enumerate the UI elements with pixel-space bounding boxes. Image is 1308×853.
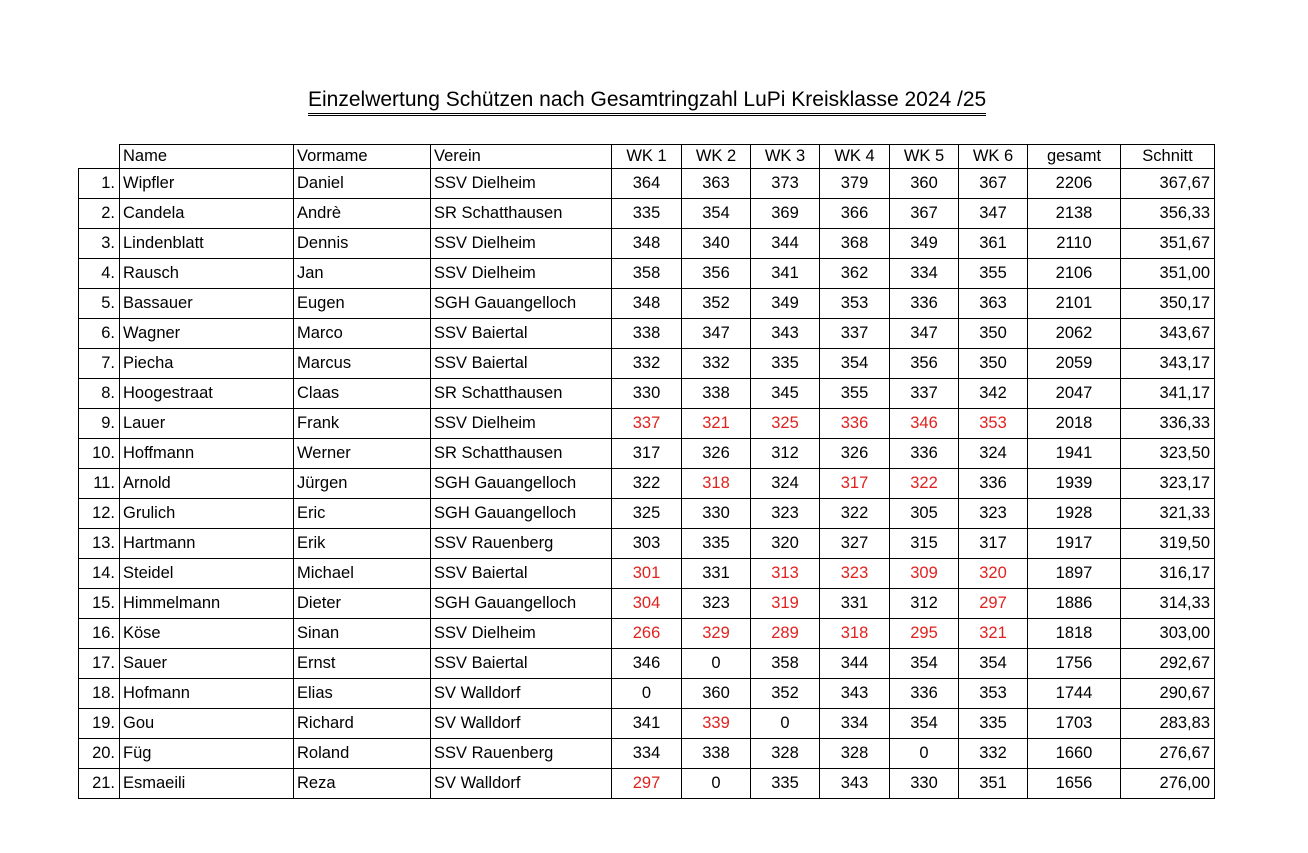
- wk2-cell: 347: [682, 319, 751, 349]
- wk3-cell: 313: [751, 559, 820, 589]
- header-gesamt: gesamt: [1028, 145, 1121, 169]
- verein-cell: SSV Baiertal: [431, 649, 612, 679]
- page-title: Einzelwertung Schützen nach Gesamtringzahl LuPi Kreisklasse 2024 /25: [308, 88, 986, 116]
- schnitt-cell: 351,67: [1121, 229, 1215, 259]
- wk4-cell: 326: [820, 439, 890, 469]
- wk6-cell: 317: [959, 529, 1028, 559]
- schnitt-cell: 303,00: [1121, 619, 1215, 649]
- schnitt-cell: 321,33: [1121, 499, 1215, 529]
- verein-cell: SGH Gauangelloch: [431, 469, 612, 499]
- name-cell: Lindenblatt: [120, 229, 294, 259]
- gesamt-cell: 1818: [1028, 619, 1121, 649]
- schnitt-cell: 283,83: [1121, 709, 1215, 739]
- wk3-cell: 349: [751, 289, 820, 319]
- wk6-cell: 347: [959, 199, 1028, 229]
- wk5-cell: 0: [890, 739, 959, 769]
- wk5-cell: 346: [890, 409, 959, 439]
- name-cell: Rausch: [120, 259, 294, 289]
- table-row: [79, 199, 1215, 229]
- schnitt-cell: 343,17: [1121, 349, 1215, 379]
- wk2-cell: 352: [682, 289, 751, 319]
- wk2-cell: 0: [682, 769, 751, 799]
- schnitt-cell: 343,67: [1121, 319, 1215, 349]
- gesamt-cell: 2062: [1028, 319, 1121, 349]
- name-cell: Hofmann: [120, 679, 294, 709]
- gesamt-cell: 2110: [1028, 229, 1121, 259]
- wk1-cell: 330: [612, 379, 682, 409]
- name-cell: Hartmann: [120, 529, 294, 559]
- vorname-cell: Roland: [294, 739, 431, 769]
- wk6-cell: 351: [959, 769, 1028, 799]
- verein-cell: SSV Baiertal: [431, 349, 612, 379]
- rank-cell: 20.: [79, 739, 120, 769]
- wk2-cell: 323: [682, 589, 751, 619]
- header-row: [79, 145, 1215, 169]
- wk6-cell: 367: [959, 169, 1028, 199]
- table-row: [79, 229, 1215, 259]
- verein-cell: SSV Dielheim: [431, 229, 612, 259]
- name-cell: Grulich: [120, 499, 294, 529]
- wk5-cell: 336: [890, 439, 959, 469]
- wk5-cell: 322: [890, 469, 959, 499]
- wk5-cell: 315: [890, 529, 959, 559]
- vorname-cell: Daniel: [294, 169, 431, 199]
- verein-cell: SSV Dielheim: [431, 259, 612, 289]
- wk1-cell: 346: [612, 649, 682, 679]
- table-row: [79, 409, 1215, 439]
- name-cell: Wagner: [120, 319, 294, 349]
- wk6-cell: 335: [959, 709, 1028, 739]
- wk2-cell: 331: [682, 559, 751, 589]
- results-table: [78, 144, 1215, 799]
- gesamt-cell: 1656: [1028, 769, 1121, 799]
- wk4-cell: 317: [820, 469, 890, 499]
- wk1-cell: 0: [612, 679, 682, 709]
- wk1-cell: 335: [612, 199, 682, 229]
- header-vorname: Vormame: [294, 145, 431, 169]
- wk2-cell: 338: [682, 379, 751, 409]
- wk1-cell: 348: [612, 229, 682, 259]
- wk2-cell: 339: [682, 709, 751, 739]
- name-cell: Hoogestraat: [120, 379, 294, 409]
- table-row: [79, 469, 1215, 499]
- gesamt-cell: 2106: [1028, 259, 1121, 289]
- vorname-cell: Jan: [294, 259, 431, 289]
- schnitt-cell: 323,17: [1121, 469, 1215, 499]
- vorname-cell: Frank: [294, 409, 431, 439]
- wk4-cell: 336: [820, 409, 890, 439]
- rank-cell: 12.: [79, 499, 120, 529]
- name-cell: Arnold: [120, 469, 294, 499]
- wk5-cell: 349: [890, 229, 959, 259]
- name-cell: Candela: [120, 199, 294, 229]
- verein-cell: SSV Dielheim: [431, 619, 612, 649]
- wk5-cell: 354: [890, 649, 959, 679]
- wk4-cell: 322: [820, 499, 890, 529]
- gesamt-cell: 1897: [1028, 559, 1121, 589]
- wk3-cell: 323: [751, 499, 820, 529]
- table-row: [79, 769, 1215, 799]
- table-row: [79, 589, 1215, 619]
- verein-cell: SSV Dielheim: [431, 409, 612, 439]
- rank-cell: 16.: [79, 619, 120, 649]
- wk3-cell: 344: [751, 229, 820, 259]
- vorname-cell: Claas: [294, 379, 431, 409]
- wk5-cell: 305: [890, 499, 959, 529]
- wk3-cell: 320: [751, 529, 820, 559]
- wk3-cell: 289: [751, 619, 820, 649]
- wk4-cell: 327: [820, 529, 890, 559]
- wk2-cell: 354: [682, 199, 751, 229]
- wk2-cell: 329: [682, 619, 751, 649]
- gesamt-cell: 1941: [1028, 439, 1121, 469]
- name-cell: Himmelmann: [120, 589, 294, 619]
- rank-cell: 19.: [79, 709, 120, 739]
- name-cell: Köse: [120, 619, 294, 649]
- wk1-cell: 338: [612, 319, 682, 349]
- wk6-cell: 342: [959, 379, 1028, 409]
- wk3-cell: 345: [751, 379, 820, 409]
- wk4-cell: 323: [820, 559, 890, 589]
- wk6-cell: 350: [959, 349, 1028, 379]
- wk4-cell: 334: [820, 709, 890, 739]
- wk1-cell: 297: [612, 769, 682, 799]
- vorname-cell: Richard: [294, 709, 431, 739]
- gesamt-cell: 2059: [1028, 349, 1121, 379]
- verein-cell: SR Schatthausen: [431, 379, 612, 409]
- wk2-cell: 356: [682, 259, 751, 289]
- rank-cell: 6.: [79, 319, 120, 349]
- wk4-cell: 368: [820, 229, 890, 259]
- verein-cell: SGH Gauangelloch: [431, 289, 612, 319]
- table-row: [79, 259, 1215, 289]
- rank-cell: 13.: [79, 529, 120, 559]
- wk2-cell: 338: [682, 739, 751, 769]
- wk5-cell: 336: [890, 289, 959, 319]
- wk4-cell: 354: [820, 349, 890, 379]
- header-schnitt: Schnitt: [1121, 145, 1215, 169]
- wk1-cell: 337: [612, 409, 682, 439]
- verein-cell: SSV Baiertal: [431, 559, 612, 589]
- vorname-cell: Andrè: [294, 199, 431, 229]
- header-rank: [79, 145, 120, 169]
- wk3-cell: 358: [751, 649, 820, 679]
- header-wk5: WK 5: [890, 145, 959, 169]
- gesamt-cell: 1939: [1028, 469, 1121, 499]
- table-row: [79, 709, 1215, 739]
- wk1-cell: 303: [612, 529, 682, 559]
- wk4-cell: 331: [820, 589, 890, 619]
- name-cell: Sauer: [120, 649, 294, 679]
- verein-cell: SR Schatthausen: [431, 439, 612, 469]
- wk3-cell: 312: [751, 439, 820, 469]
- wk4-cell: 337: [820, 319, 890, 349]
- wk3-cell: 324: [751, 469, 820, 499]
- name-cell: Steidel: [120, 559, 294, 589]
- wk3-cell: 0: [751, 709, 820, 739]
- wk1-cell: 364: [612, 169, 682, 199]
- wk3-cell: 341: [751, 259, 820, 289]
- wk2-cell: 363: [682, 169, 751, 199]
- wk2-cell: 0: [682, 649, 751, 679]
- verein-cell: SGH Gauangelloch: [431, 589, 612, 619]
- wk5-cell: 337: [890, 379, 959, 409]
- wk5-cell: 360: [890, 169, 959, 199]
- vorname-cell: Reza: [294, 769, 431, 799]
- table-row: [79, 739, 1215, 769]
- verein-cell: SSV Rauenberg: [431, 739, 612, 769]
- schnitt-cell: 336,33: [1121, 409, 1215, 439]
- wk5-cell: 312: [890, 589, 959, 619]
- wk5-cell: 309: [890, 559, 959, 589]
- wk3-cell: 335: [751, 349, 820, 379]
- verein-cell: SSV Dielheim: [431, 169, 612, 199]
- rank-cell: 10.: [79, 439, 120, 469]
- wk4-cell: 343: [820, 679, 890, 709]
- gesamt-cell: 1886: [1028, 589, 1121, 619]
- schnitt-cell: 341,17: [1121, 379, 1215, 409]
- name-cell: Wipfler: [120, 169, 294, 199]
- wk1-cell: 266: [612, 619, 682, 649]
- table-row: [79, 679, 1215, 709]
- wk6-cell: 320: [959, 559, 1028, 589]
- rank-cell: 17.: [79, 649, 120, 679]
- header-wk2: WK 2: [682, 145, 751, 169]
- wk5-cell: 336: [890, 679, 959, 709]
- wk6-cell: 336: [959, 469, 1028, 499]
- schnitt-cell: 323,50: [1121, 439, 1215, 469]
- wk6-cell: 353: [959, 679, 1028, 709]
- gesamt-cell: 2047: [1028, 379, 1121, 409]
- rank-cell: 21.: [79, 769, 120, 799]
- wk5-cell: 295: [890, 619, 959, 649]
- wk2-cell: 340: [682, 229, 751, 259]
- wk3-cell: 343: [751, 319, 820, 349]
- name-cell: Esmaeili: [120, 769, 294, 799]
- wk3-cell: 335: [751, 769, 820, 799]
- schnitt-cell: 367,67: [1121, 169, 1215, 199]
- table-row: [79, 649, 1215, 679]
- name-cell: Füg: [120, 739, 294, 769]
- rank-cell: 5.: [79, 289, 120, 319]
- rank-cell: 18.: [79, 679, 120, 709]
- vorname-cell: Elias: [294, 679, 431, 709]
- wk1-cell: 304: [612, 589, 682, 619]
- wk4-cell: 353: [820, 289, 890, 319]
- rank-cell: 1.: [79, 169, 120, 199]
- wk2-cell: 330: [682, 499, 751, 529]
- wk2-cell: 318: [682, 469, 751, 499]
- wk6-cell: 361: [959, 229, 1028, 259]
- wk5-cell: 330: [890, 769, 959, 799]
- verein-cell: SSV Rauenberg: [431, 529, 612, 559]
- wk2-cell: 335: [682, 529, 751, 559]
- wk6-cell: 355: [959, 259, 1028, 289]
- wk5-cell: 334: [890, 259, 959, 289]
- vorname-cell: Eugen: [294, 289, 431, 319]
- header-wk1: WK 1: [612, 145, 682, 169]
- wk4-cell: 343: [820, 769, 890, 799]
- gesamt-cell: 1703: [1028, 709, 1121, 739]
- wk6-cell: 363: [959, 289, 1028, 319]
- table-row: [79, 559, 1215, 589]
- wk1-cell: 301: [612, 559, 682, 589]
- wk2-cell: 332: [682, 349, 751, 379]
- rank-cell: 8.: [79, 379, 120, 409]
- vorname-cell: Dieter: [294, 589, 431, 619]
- name-cell: Gou: [120, 709, 294, 739]
- wk2-cell: 360: [682, 679, 751, 709]
- verein-cell: SV Walldorf: [431, 679, 612, 709]
- vorname-cell: Werner: [294, 439, 431, 469]
- wk3-cell: 369: [751, 199, 820, 229]
- wk5-cell: 354: [890, 709, 959, 739]
- wk5-cell: 347: [890, 319, 959, 349]
- schnitt-cell: 316,17: [1121, 559, 1215, 589]
- wk6-cell: 353: [959, 409, 1028, 439]
- schnitt-cell: 292,67: [1121, 649, 1215, 679]
- verein-cell: SSV Baiertal: [431, 319, 612, 349]
- gesamt-cell: 1756: [1028, 649, 1121, 679]
- rank-cell: 2.: [79, 199, 120, 229]
- wk2-cell: 326: [682, 439, 751, 469]
- wk4-cell: 344: [820, 649, 890, 679]
- schnitt-cell: 276,00: [1121, 769, 1215, 799]
- table-row: [79, 379, 1215, 409]
- name-cell: Bassauer: [120, 289, 294, 319]
- verein-cell: SV Walldorf: [431, 769, 612, 799]
- rank-cell: 3.: [79, 229, 120, 259]
- wk1-cell: 348: [612, 289, 682, 319]
- rank-cell: 9.: [79, 409, 120, 439]
- rank-cell: 4.: [79, 259, 120, 289]
- vorname-cell: Marco: [294, 319, 431, 349]
- gesamt-cell: 1660: [1028, 739, 1121, 769]
- wk1-cell: 341: [612, 709, 682, 739]
- wk4-cell: 379: [820, 169, 890, 199]
- gesamt-cell: 1928: [1028, 499, 1121, 529]
- table-row: [79, 439, 1215, 469]
- wk4-cell: 366: [820, 199, 890, 229]
- wk4-cell: 328: [820, 739, 890, 769]
- vorname-cell: Sinan: [294, 619, 431, 649]
- wk4-cell: 318: [820, 619, 890, 649]
- header-wk3: WK 3: [751, 145, 820, 169]
- table-row: [79, 319, 1215, 349]
- verein-cell: SGH Gauangelloch: [431, 499, 612, 529]
- schnitt-cell: 350,17: [1121, 289, 1215, 319]
- wk6-cell: 354: [959, 649, 1028, 679]
- verein-cell: SV Walldorf: [431, 709, 612, 739]
- gesamt-cell: 2138: [1028, 199, 1121, 229]
- verein-cell: SR Schatthausen: [431, 199, 612, 229]
- wk1-cell: 317: [612, 439, 682, 469]
- header-wk6: WK 6: [959, 145, 1028, 169]
- vorname-cell: Erik: [294, 529, 431, 559]
- name-cell: Hoffmann: [120, 439, 294, 469]
- wk6-cell: 332: [959, 739, 1028, 769]
- wk2-cell: 321: [682, 409, 751, 439]
- wk3-cell: 352: [751, 679, 820, 709]
- vorname-cell: Eric: [294, 499, 431, 529]
- wk3-cell: 325: [751, 409, 820, 439]
- vorname-cell: Ernst: [294, 649, 431, 679]
- table-row: [79, 289, 1215, 319]
- header-name: Name: [120, 145, 294, 169]
- schnitt-cell: 356,33: [1121, 199, 1215, 229]
- wk6-cell: 297: [959, 589, 1028, 619]
- table-row: [79, 169, 1215, 199]
- wk5-cell: 356: [890, 349, 959, 379]
- vorname-cell: Marcus: [294, 349, 431, 379]
- name-cell: Lauer: [120, 409, 294, 439]
- wk1-cell: 322: [612, 469, 682, 499]
- gesamt-cell: 2018: [1028, 409, 1121, 439]
- gesamt-cell: 1744: [1028, 679, 1121, 709]
- wk6-cell: 350: [959, 319, 1028, 349]
- wk3-cell: 319: [751, 589, 820, 619]
- wk3-cell: 328: [751, 739, 820, 769]
- table-row: [79, 499, 1215, 529]
- schnitt-cell: 276,67: [1121, 739, 1215, 769]
- wk5-cell: 367: [890, 199, 959, 229]
- wk6-cell: 324: [959, 439, 1028, 469]
- schnitt-cell: 351,00: [1121, 259, 1215, 289]
- wk6-cell: 321: [959, 619, 1028, 649]
- table-row: [79, 619, 1215, 649]
- gesamt-cell: 1917: [1028, 529, 1121, 559]
- wk1-cell: 334: [612, 739, 682, 769]
- wk3-cell: 373: [751, 169, 820, 199]
- wk1-cell: 358: [612, 259, 682, 289]
- header-wk4: WK 4: [820, 145, 890, 169]
- table-row: [79, 529, 1215, 559]
- rank-cell: 11.: [79, 469, 120, 499]
- vorname-cell: Michael: [294, 559, 431, 589]
- vorname-cell: Jürgen: [294, 469, 431, 499]
- rank-cell: 15.: [79, 589, 120, 619]
- wk6-cell: 323: [959, 499, 1028, 529]
- vorname-cell: Dennis: [294, 229, 431, 259]
- wk4-cell: 362: [820, 259, 890, 289]
- wk1-cell: 332: [612, 349, 682, 379]
- wk1-cell: 325: [612, 499, 682, 529]
- schnitt-cell: 319,50: [1121, 529, 1215, 559]
- schnitt-cell: 290,67: [1121, 679, 1215, 709]
- header-verein: Verein: [431, 145, 612, 169]
- gesamt-cell: 2101: [1028, 289, 1121, 319]
- rank-cell: 7.: [79, 349, 120, 379]
- table-row: [79, 349, 1215, 379]
- schnitt-cell: 314,33: [1121, 589, 1215, 619]
- gesamt-cell: 2206: [1028, 169, 1121, 199]
- rank-cell: 14.: [79, 559, 120, 589]
- wk4-cell: 355: [820, 379, 890, 409]
- name-cell: Piecha: [120, 349, 294, 379]
